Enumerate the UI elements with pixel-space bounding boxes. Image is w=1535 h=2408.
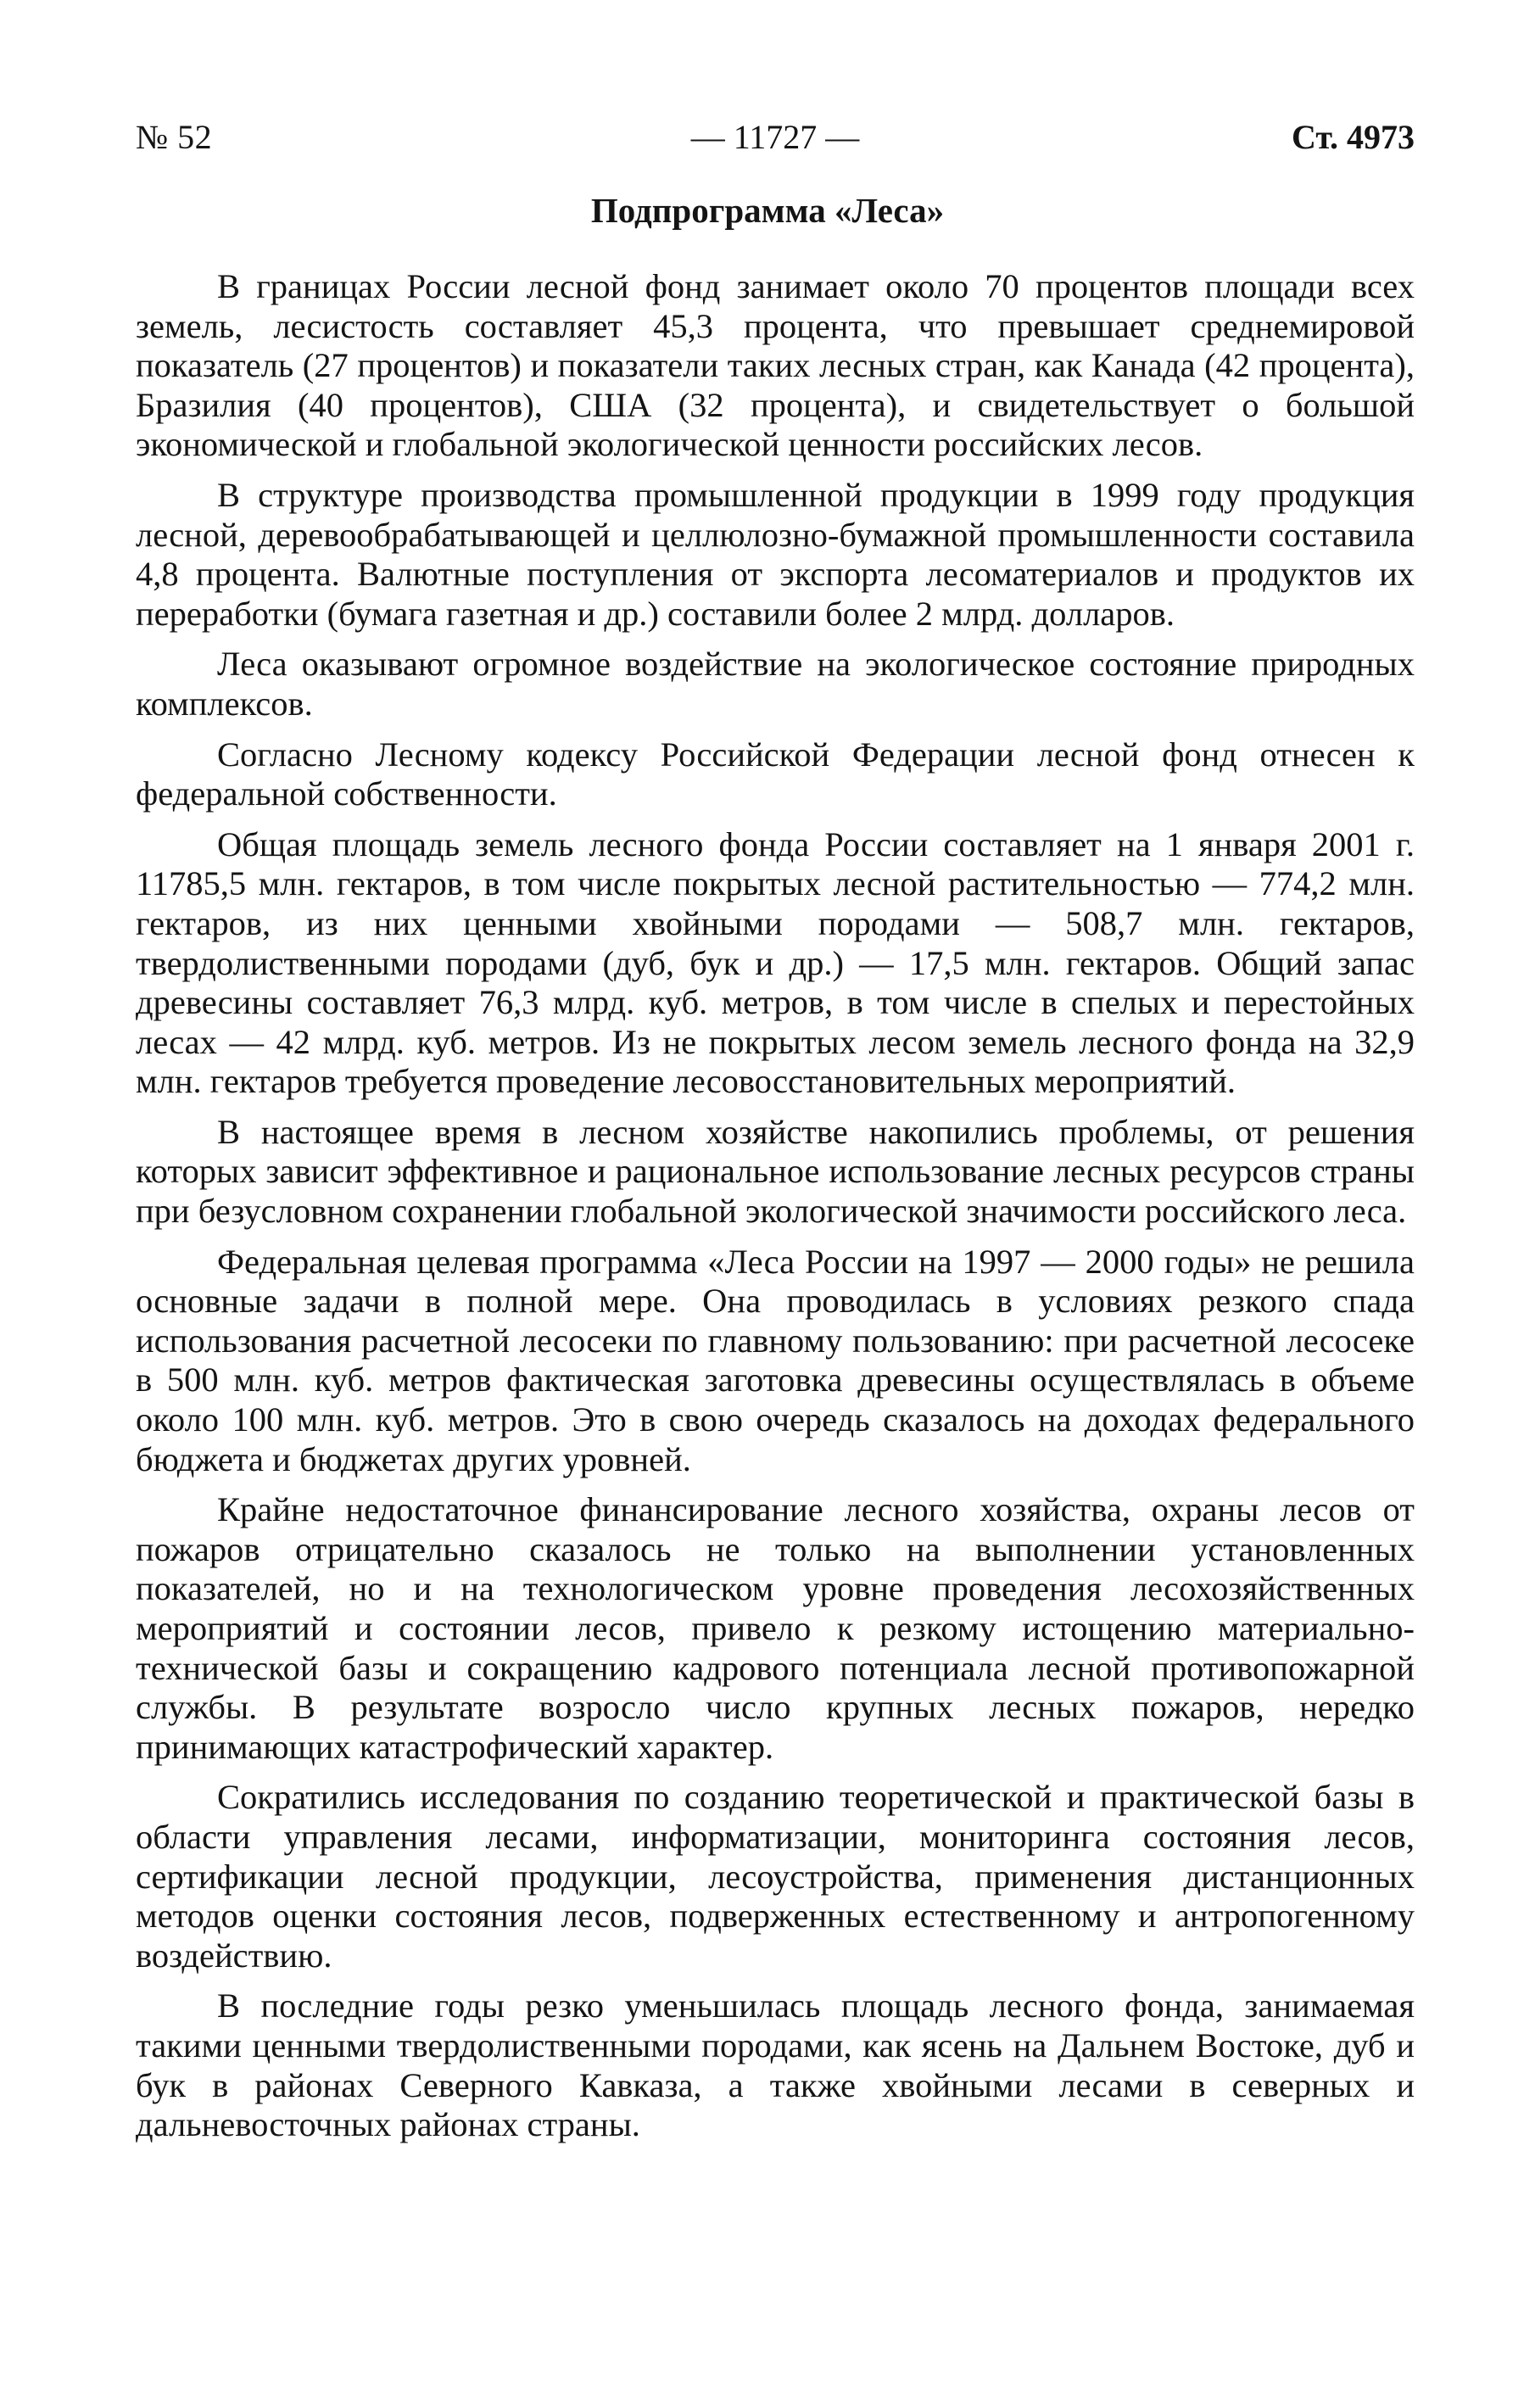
paragraph-research: Сократились исследования по созданию теоретической и практической базы в области управления лесами, информатизации, мониторинга состояния лесов, сертификации лесной продукции, лесоустройства, применения дистанционных методов оценки состояния лесов, подверженных естественному и антропогенному воздействию. <box>136 1778 1415 1975</box>
paragraph-federal-program: Федеральная целевая программа «Леса России на 1997 — 2000 годы» не решила основные задачи в полной мере. Она проводилась в условиях резкого спада использования расчетной лесосеки по главному пользованию: при расчетной лесосеке в 500 млн. куб. метров фактическая заготовка древесины осуществлялась в объеме около 100 млн. куб. метров. Это в свою очередь сказалось на доходах федерального бюджета и бюджетах других уровней. <box>136 1242 1415 1478</box>
article-number: Ст. 4973 <box>1292 118 1415 156</box>
running-header <box>136 112 1415 163</box>
paragraph-current-problems: В настоящее время в лесном хозяйстве накопились проблемы, от решения которых зависит эффективное и рациональное использование лесных ресурсов страны при безусловном сохранении глобальной экологической значимости российского леса. <box>136 1112 1415 1231</box>
document-body <box>136 267 1415 2156</box>
paragraph-federal-ownership: Согласно Лесному кодексу Российской Федерации лесной фонд отнесен к федеральной собственности. <box>136 735 1415 813</box>
paragraph-ecological-impact: Леса оказывают огромное воздействие на экологическое состояние природных комплексов. <box>136 645 1415 723</box>
section-title: Подпрограмма «Леса» <box>590 191 945 230</box>
paragraph-forest-fund-area: Общая площадь земель лесного фонда России составляет на 1 января 2001 г. 11785,5 млн. гектаров, в том числе покрытых лесной растительностью — 774,2 млн. гектаров, из них ценными хвойными породами — 508,7 млн. гектаров, твердолиственными породами (дуб, бук и др.) — 17,5 млн. гектаров. Общий запас древесины составляет 76,3 млрд. куб. метров, в том числе в спелых и перестойных лесах — 42 млрд. куб. метров. Из не покрытых лесом земель лесного фонда на 32,9 млн. гектаров требуется проведение лесовосстановительных мероприятий. <box>136 824 1415 1101</box>
paragraph-industry-share: В структуре производства промышленной продукции в 1999 году продукция лесной, деревообрабатывающей и целлюлозно-бумажной промышленности составила 4,8 процента. Валютные поступления от экспорта лесоматериалов и продуктов их переработки (бумага газетная и др.) составили более 2 млрд. долларов. <box>136 475 1415 633</box>
paragraph-financing: Крайне недостаточное финансирование лесного хозяйства, охраны лесов от пожаров отрицательно сказалось не только на выполнении установленных показателей, но и на технологическом уровне проведения лесохозяйственных мероприятий и состоянии лесов, привело к резкому истощению материально-технической базы и сокращению кадрового потенциала лесной противопожарной службы. В результате возросло число крупных лесных пожаров, нередко принимающих катастрофический характер. <box>136 1490 1415 1766</box>
paragraph-area-reduction: В последние годы резко уменьшилась площадь лесного фонда, занимаемая такими ценными твердолиственными породами, как ясень на Дальнем Востоке, дуб и бук в районах Северного Кавказа, а также хвойными лесами в северных и дальневосточных районах страны. <box>136 1986 1415 2144</box>
paragraph-forest-share: В границах России лесной фонд занимает около 70 процентов площади всех земель, лесистость составляет 45,3 процента, что превышает среднемировой показатель (27 процентов) и показатели таких лесных стран, как Канада (42 процента), Бразилия (40 процентов), США (32 процента), и свидетельствует о большой экономической и глобальной экологической ценности российских лесов. <box>136 267 1415 464</box>
page-number: — 11727 — <box>690 118 860 156</box>
issue-number: № 52 <box>136 118 213 156</box>
